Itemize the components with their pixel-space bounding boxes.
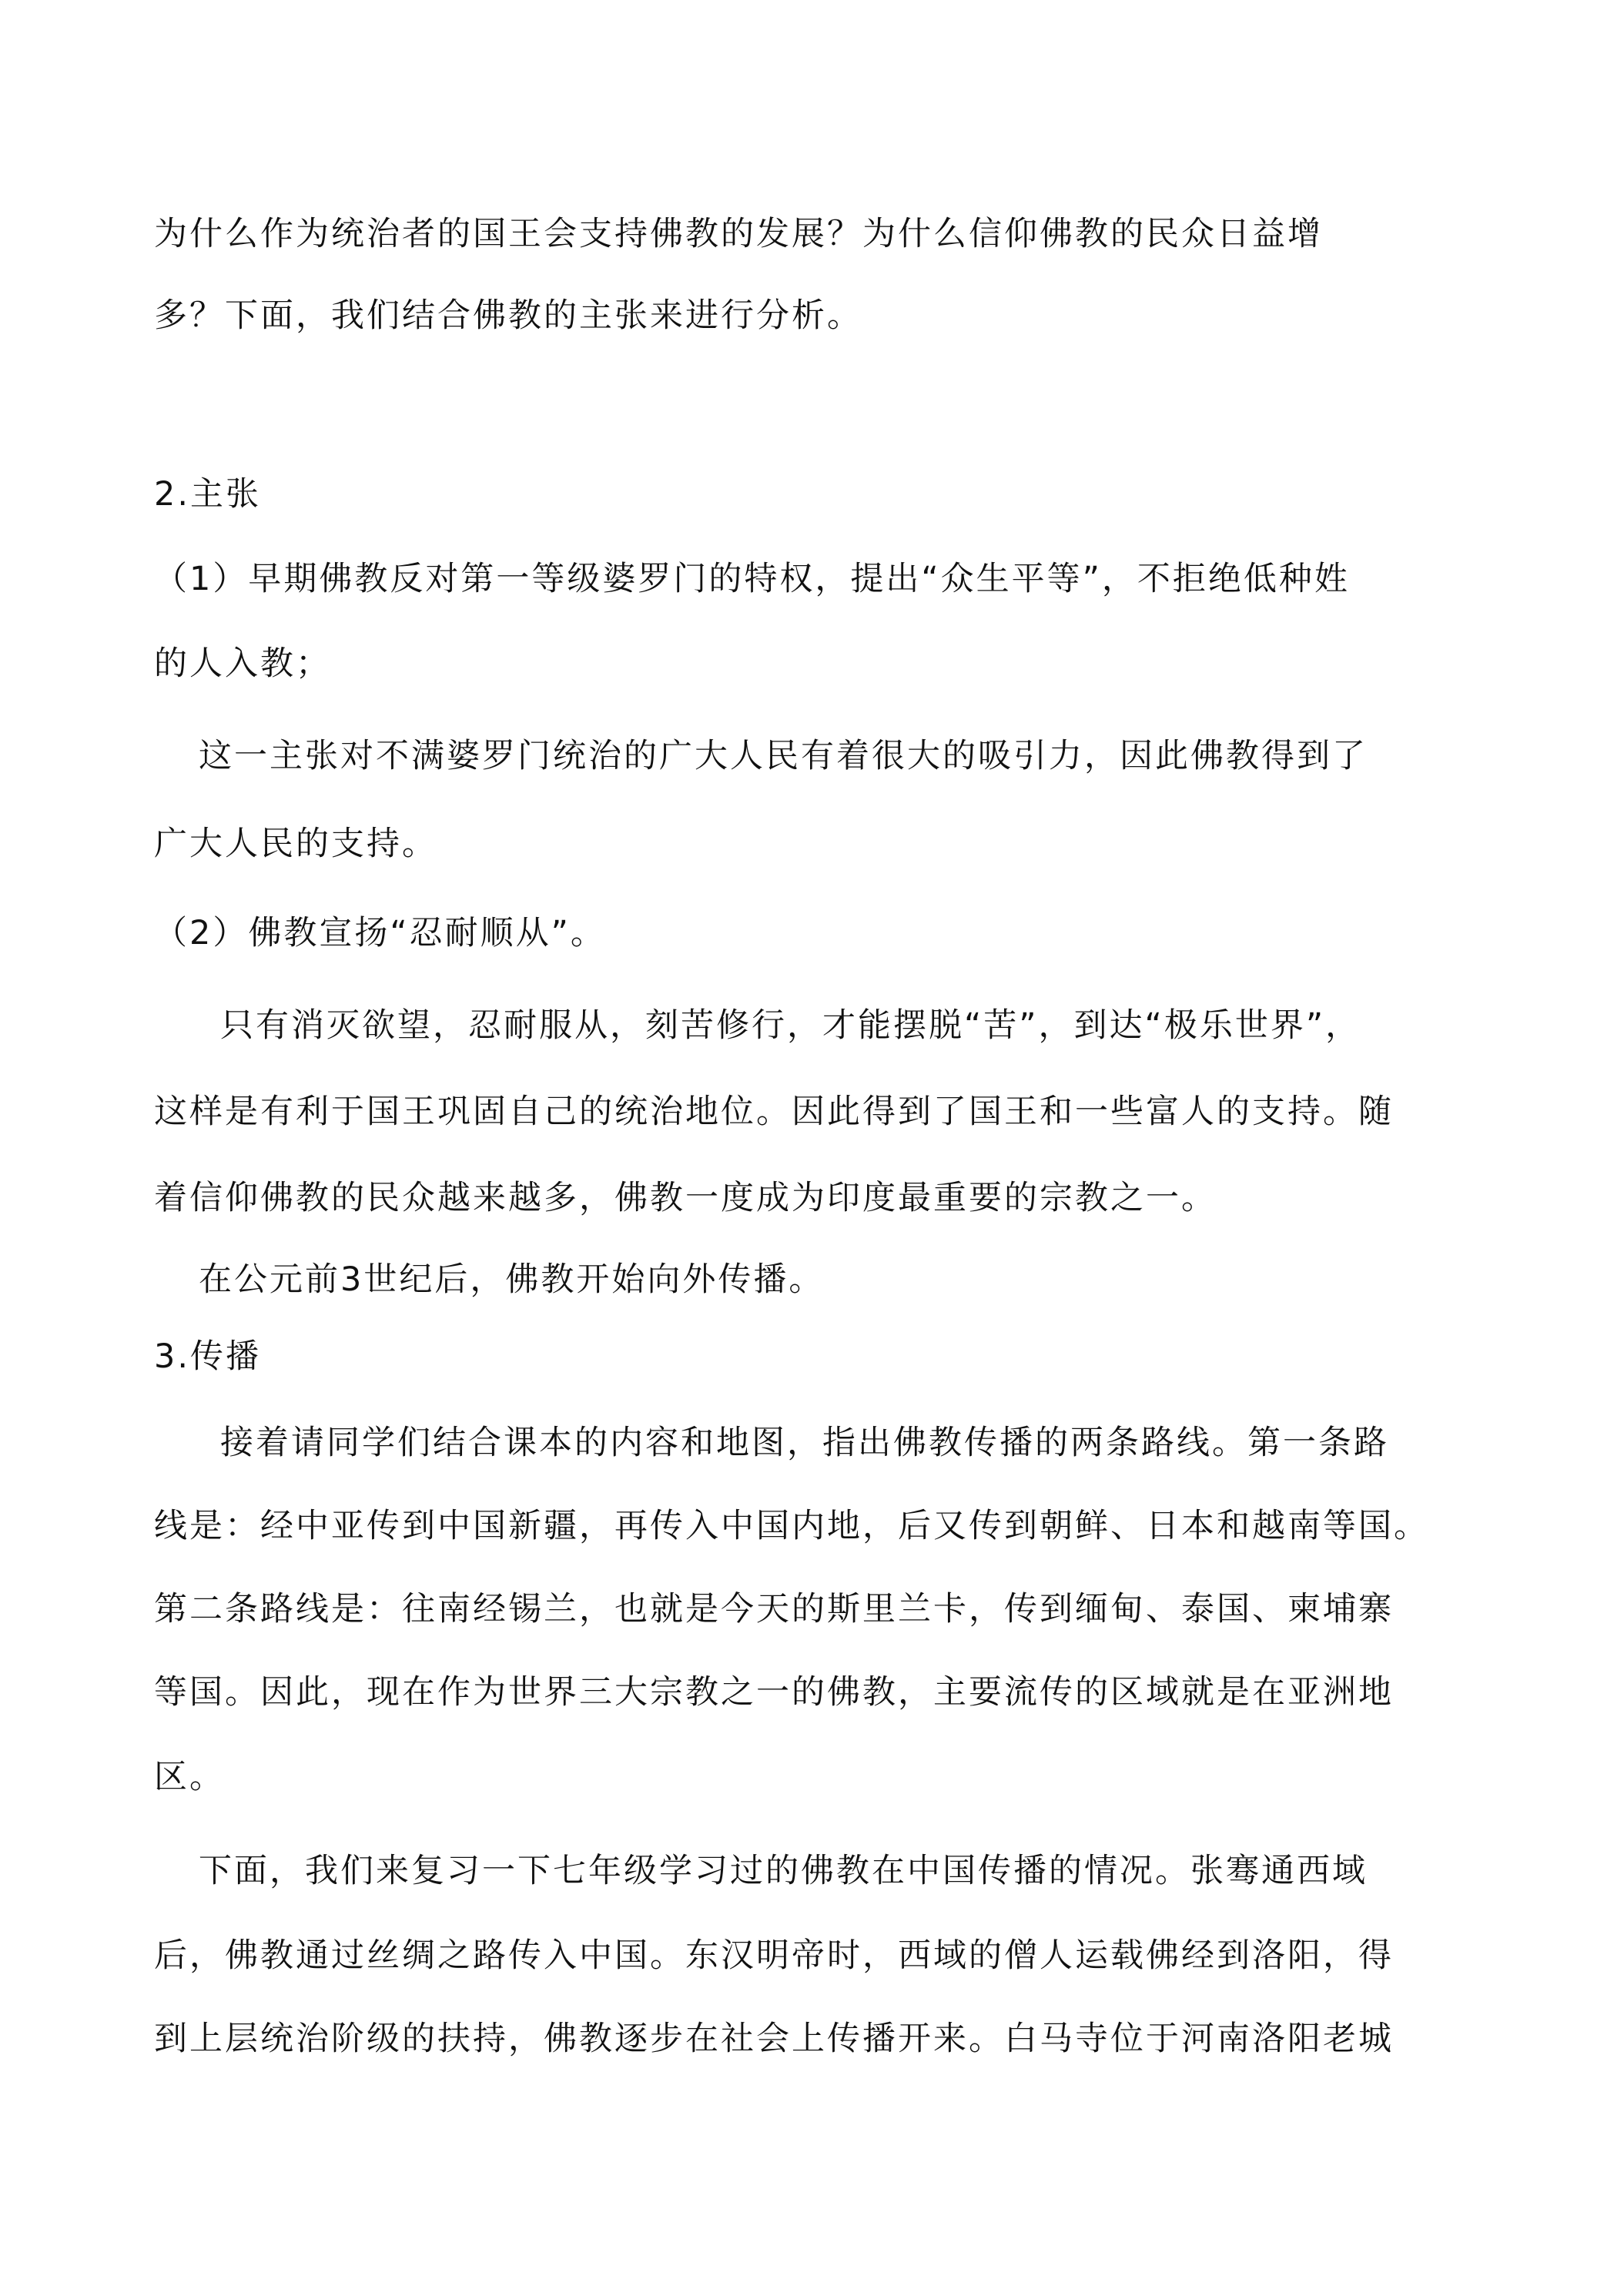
- point-2-explain-line-1: 只有消灭欲望，忍耐服从，刻苦修行，才能摆脱“苦”，到达“极乐世界”，: [220, 1006, 1361, 1045]
- point-1-explain-line-1: 这一主张对不满婆罗门统治的广大人民有着很大的吸引力，因此佛教得到了: [199, 737, 1368, 775]
- transition-line: 在公元前3世纪后，佛教开始向外传播。: [199, 1260, 825, 1299]
- point-2-explain-line-2: 这样是有利于国王巩固自己的统治地位。因此得到了国王和一些富人的支持。随: [154, 1093, 1394, 1131]
- spread-paragraph-line-2: 线是：经中亚传到中国新疆，再传入中国内地，后又传到朝鲜、日本和越南等国。: [154, 1507, 1429, 1545]
- section-heading-chuanbo: 3.传播: [154, 1337, 262, 1376]
- point-1-line-1: （1）早期佛教反对第一等级婆罗门的特权，提出“众生平等”，不拒绝低种姓: [154, 560, 1350, 598]
- point-1-explain-line-2: 广大人民的支持。: [154, 825, 437, 863]
- paragraph-intro-line-1: 为什么作为统治者的国王会支持佛教的发展？为什么信仰佛教的民众日益增: [154, 215, 1323, 253]
- spread-paragraph-line-1: 接着请同学们结合课本的内容和地图，指出佛教传播的两条路线。第一条路: [220, 1424, 1389, 1462]
- section-heading-zhuzhang: 2.主张: [154, 475, 262, 514]
- spread-paragraph-line-4: 等国。因此，现在作为世界三大宗教之一的佛教，主要流传的区域就是在亚洲地: [154, 1673, 1394, 1712]
- spread-paragraph-line-5: 区。: [154, 1758, 225, 1796]
- review-paragraph-line-1: 下面，我们来复习一下七年级学习过的佛教在中国传播的情况。张骞通西域: [199, 1852, 1368, 1890]
- spread-paragraph-line-3: 第二条路线是：往南经锡兰，也就是今天的斯里兰卡，传到缅甸、泰国、柬埔寨: [154, 1590, 1394, 1628]
- review-paragraph-line-2: 后，佛教通过丝绸之路传入中国。东汉明帝时，西域的僧人运载佛经到洛阳，得: [154, 1936, 1394, 1975]
- paragraph-intro-line-2: 多？下面，我们结合佛教的主张来进行分析。: [154, 296, 862, 335]
- point-2-line-1: （2）佛教宣扬“忍耐顺从”。: [154, 914, 606, 952]
- review-paragraph-line-3: 到上层统治阶级的扶持，佛教逐步在社会上传播开来。白马寺位于河南洛阳老城: [154, 2020, 1394, 2058]
- point-1-line-2: 的人入教；: [154, 644, 331, 683]
- point-2-explain-line-3: 着信仰佛教的民众越来越多，佛教一度成为印度最重要的宗教之一。: [154, 1179, 1217, 1217]
